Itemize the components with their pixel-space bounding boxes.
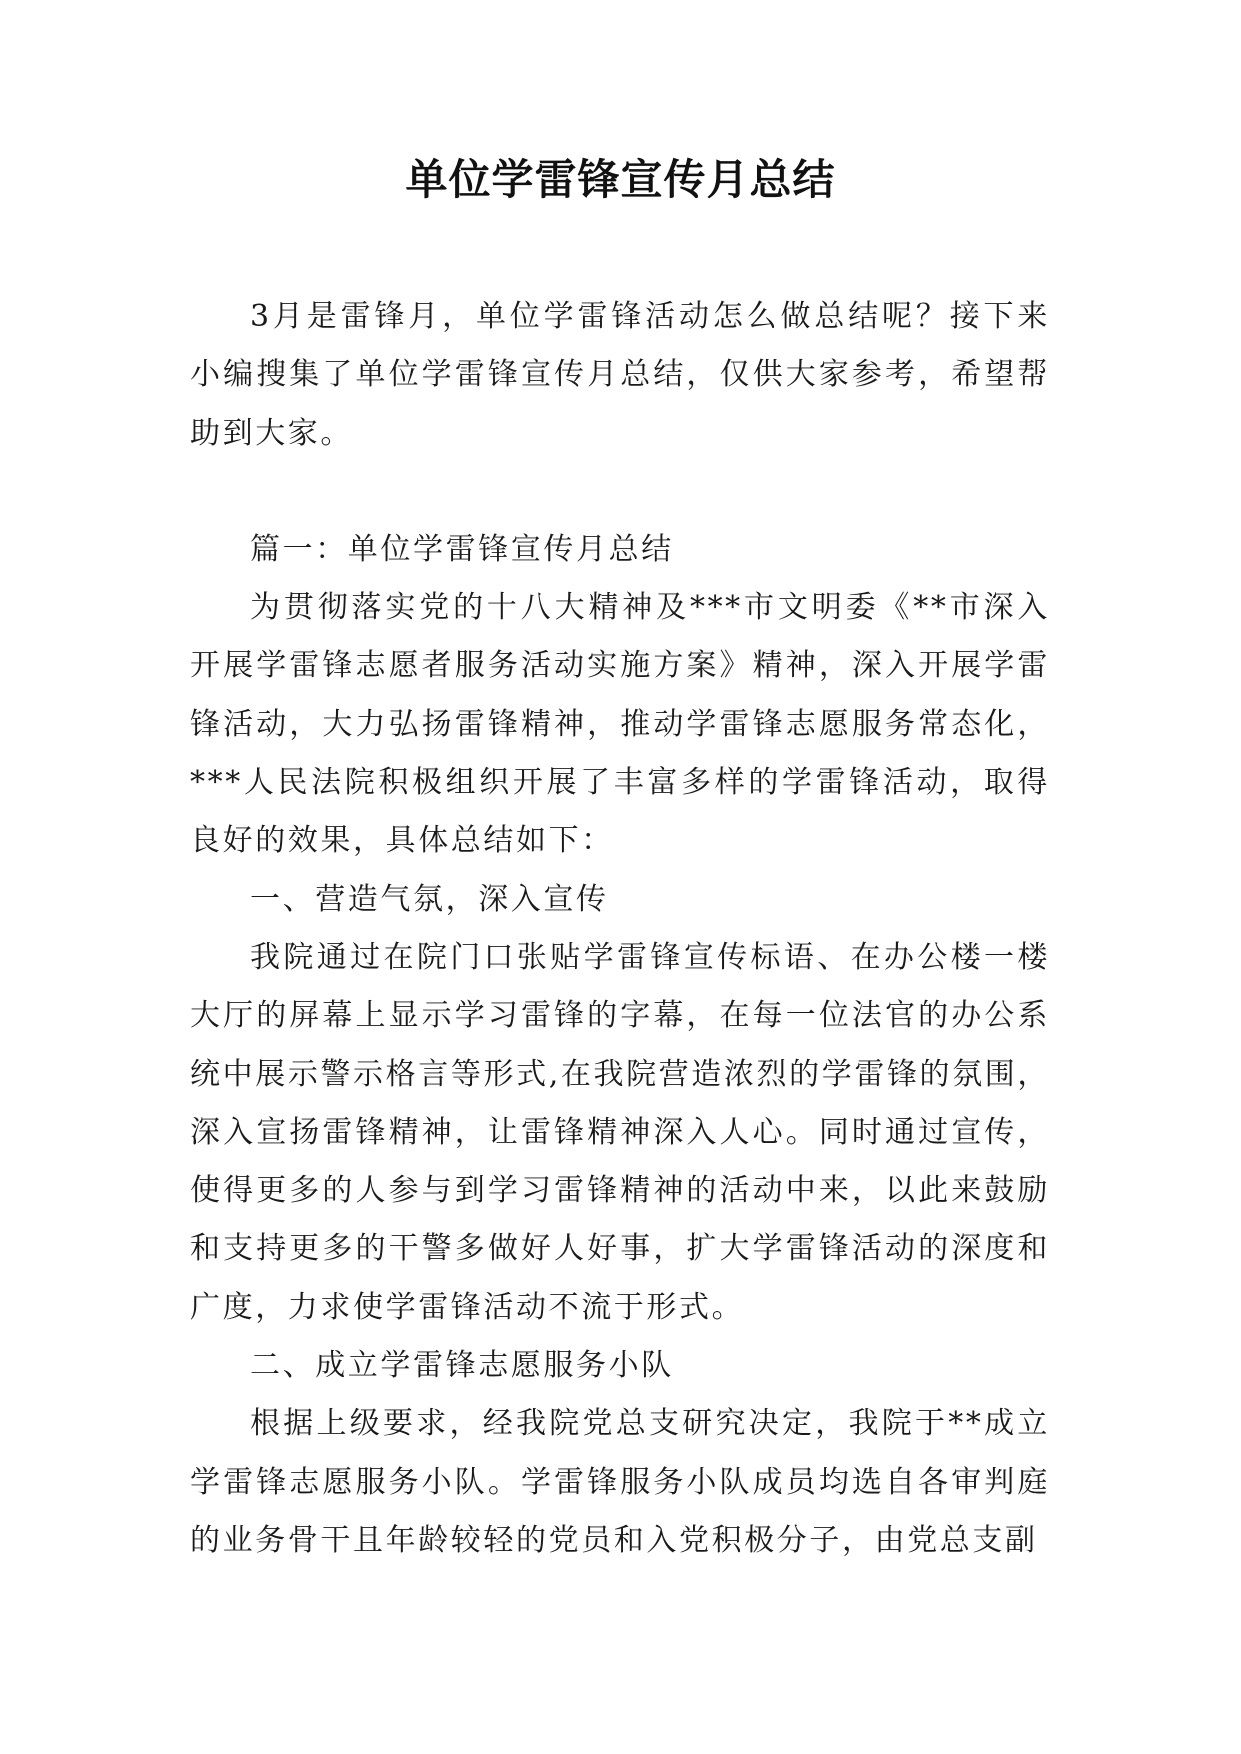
paragraph-volunteer-team: 根据上级要求，经我院党总支研究决定，我院于**成立学雷锋志愿服务小队。学雷锋服务小队成员均选自各审判庭的业务骨干且年龄较轻的党员和入党积极分子，由党总支副 [190, 1406, 1050, 1558]
section-heading-one: 一、营造气氛，深入宣传 [250, 881, 609, 917]
section-heading-part-one: 篇一：单位学雷锋宣传月总结 [250, 531, 674, 567]
paragraph-intro: 3月是雷锋月，单位学雷锋活动怎么做总结呢？接下来小编搜集了单位学雷锋宣传月总结，仅供大家参考，希望帮助到大家。 [190, 299, 1050, 451]
paragraph-opening: 为贯彻落实党的十八大精神及***市文明委《**市深入开展学雷锋志愿者服务活动实施方案》精神，深入开展学雷锋活动，大力弘扬雷锋精神，推动学雷锋志愿服务常态化，***人民法院积极组织开展了丰富多样的学雷锋活动，取得良好的效果，具体总结如下： [190, 590, 1050, 859]
section-heading-two: 二、成立学雷锋志愿服务小队 [250, 1348, 674, 1384]
document-body [190, 288, 1050, 1570]
document-title: 单位学雷锋宣传月总结 [405, 155, 836, 204]
paragraph-atmosphere: 我院通过在院门口张贴学雷锋宣传标语、在办公楼一楼大厅的屏幕上显示学习雷锋的字幕，在每一位法官的办公系统中展示警示格言等形式,在我院营造浓烈的学雷锋的氛围，深入宣扬雷锋精神，让雷锋精神深入人心。同时通过宣传，使得更多的人参与到学习雷锋精神的活动中来，以此来鼓励和支持更多的干警多做好人好事，扩大学雷锋活动的深度和广度，力求使学雷锋活动不流于形式。 [190, 939, 1050, 1325]
